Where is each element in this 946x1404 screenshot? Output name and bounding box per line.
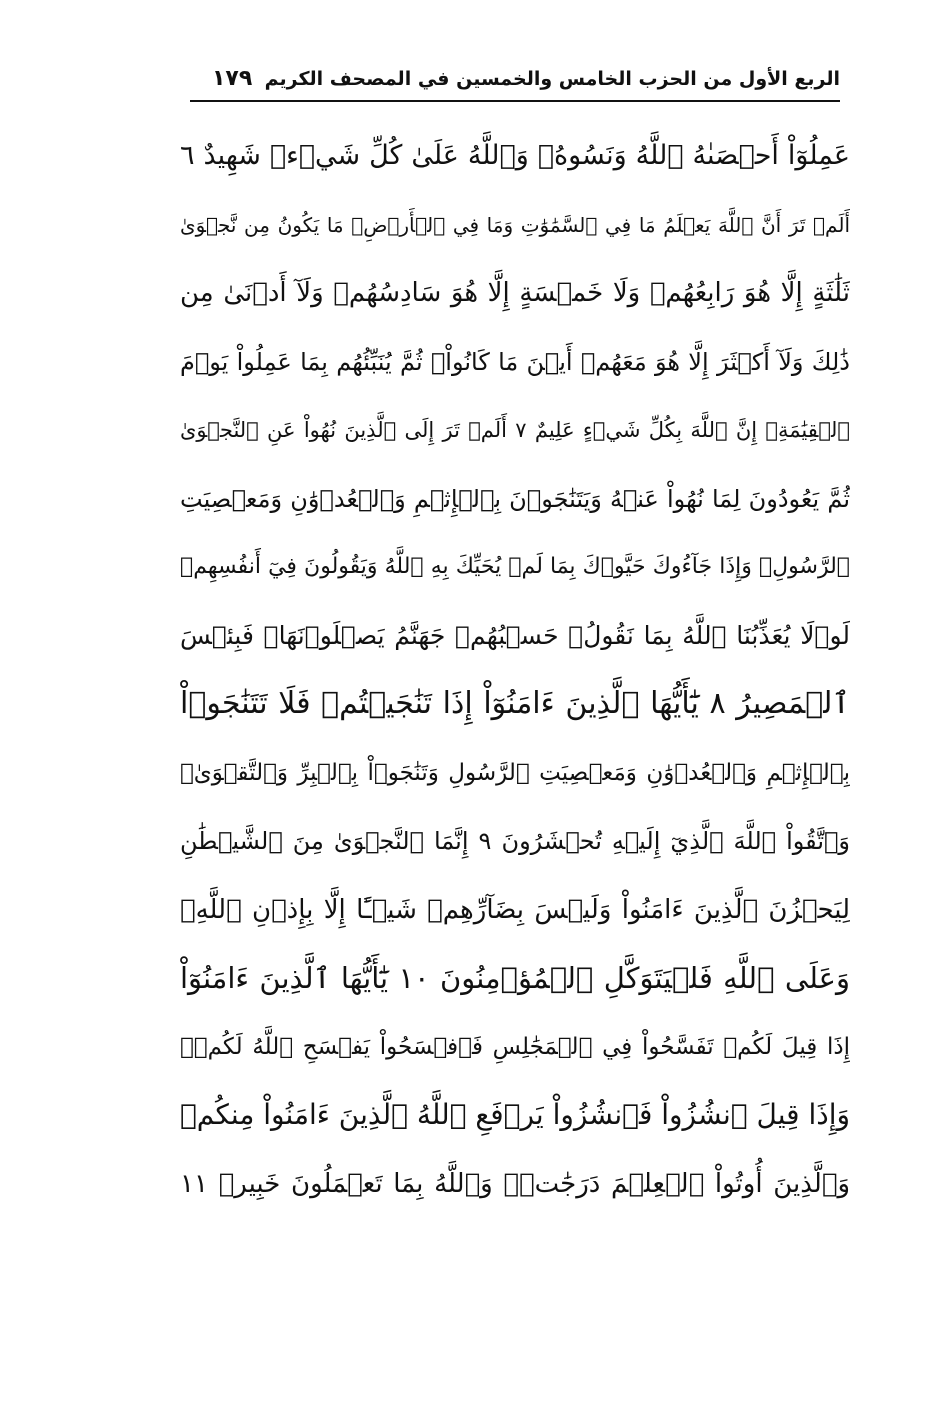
text-line: أَلَمۡ تَرَ أَنَّ ٱللَّهَ يَعۡلَمُ مَا فِي ٱلسَّمَٰوَٰتِ وَمَا فِي ٱلۡأَرۡضِۖ مَا يَكُونُ مِن نَّجۡوَىٰ (180, 212, 850, 237)
header-divider (190, 100, 840, 102)
text-line: وَعَلَى ٱللَّهِ فَلۡيَتَوَكَّلِ ٱلۡمُؤۡمِنُونَ ١٠ يَٰٓأَيُّهَا ٱلَّذِينَ ءَامَنُوٓاْ (180, 961, 850, 995)
text-line: لِيَحۡزُنَ ٱلَّذِينَ ءَامَنُواْ وَلَيۡسَ بِضَآرِّهِمۡ شَيۡـًٔا إِلَّا بِإِذۡنِ ٱللَّهِۚ (180, 894, 850, 925)
text-line: بِٱلۡإِثۡمِ وَٱلۡعُدۡوَٰنِ وَمَعۡصِيَتِ ٱلرَّسُولِ وَتَنَٰجَوۡاْ بِٱلۡبِرِّ وَٱلتَّقۡوَىٰۖ (180, 759, 850, 786)
text-line: ذَٰلِكَ وَلَآ أَكۡثَرَ إِلَّا هُوَ مَعَهُمۡ أَيۡنَ مَا كَانُواْۖ ثُمَّ يُنَبِّئُهُم بِمَا عَمِلُواْ يَوۡمَ (180, 347, 850, 376)
text-line: وَٱلَّذِينَ أُوتُواْ ٱلۡعِلۡمَ دَرَجَٰتٖۚ وَٱللَّهُ بِمَا تَعۡمَلُونَ خَبِيرٞ ١١ (180, 1168, 850, 1199)
text-line: ثُمَّ يَعُودُونَ لِمَا نُهُواْ عَنۡهُ وَيَتَنَٰجَوۡنَ بِٱلۡإِثۡمِ وَٱلۡعُدۡوَٰنِ وَمَعۡصِيَتِ (180, 484, 850, 513)
text-line: ٱلۡقِيَٰمَةِۚ إِنَّ ٱللَّهَ بِكُلِّ شَيۡءٍ عَلِيمٌ ٧ أَلَمۡ تَرَ إِلَى ٱلَّذِينَ نُهُواْ عَنِ ٱلنَّجۡوَىٰ (180, 418, 850, 442)
quran-text (180, 122, 850, 1218)
text-line: إِذَا قِيلَ لَكُمۡ تَفَسَّحُواْ فِي ٱلۡمَجَٰلِسِ فَٱفۡسَحُواْ يَفۡسَحِ ٱللَّهُ لَكُمۡۖ (180, 1033, 850, 1060)
page-header (190, 60, 840, 100)
text-line: وَٱتَّقُواْ ٱللَّهَ ٱلَّذِيٓ إِلَيۡهِ تُحۡشَرُونَ ٩ إِنَّمَا ٱلنَّجۡوَىٰ مِنَ ٱلشَّيۡطَٰنِ (180, 827, 850, 855)
text-line: ٱلۡمَصِيرُ ٨ يَٰٓأَيُّهَا ٱلَّذِينَ ءَامَنُوٓاْ إِذَا تَنَٰجَيۡتُمۡ فَلَا تَتَنَٰجَوۡاْ (180, 686, 850, 721)
text-line: عَمِلُوٓاْ أَحۡصَىٰهُ ٱللَّهُ وَنَسُوهُۚ وَٱللَّهُ عَلَىٰ كُلِّ شَيۡءٖ شَهِيدٌ ٦ (180, 140, 850, 171)
text-line: وَإِذَا قِيلَ ٱنشُزُواْ فَٱنشُزُواْ يَرۡفَعِ ٱللَّهُ ٱلَّذِينَ ءَامَنُواْ مِنكُمۡ (180, 1098, 850, 1131)
page-number: ١٧٩ (212, 66, 253, 91)
text-line: لَوۡلَا يُعَذِّبُنَا ٱللَّهُ بِمَا نَقُولُۚ حَسۡبُهُمۡ جَهَنَّمُ يَصۡلَوۡنَهَاۖ فَبِئۡسَ (180, 620, 850, 650)
text-line: ٱلرَّسُولِۖ وَإِذَا جَآءُوكَ حَيَّوۡكَ بِمَا لَمۡ يُحَيِّكَ بِهِ ٱللَّهُ وَيَقُولُونَ فِيٓ أَنفُسِهِمۡ (180, 554, 850, 579)
header-title: الربع الأول من الحزب الخامس والخمسين في المصحف الكريم (264, 68, 840, 90)
text-line: ثَلَٰثَةٍ إِلَّا هُوَ رَابِعُهُمۡ وَلَا خَمۡسَةٍ إِلَّا هُوَ سَادِسُهُمۡ وَلَآ أَدۡنَىٰ مِن (180, 278, 850, 308)
